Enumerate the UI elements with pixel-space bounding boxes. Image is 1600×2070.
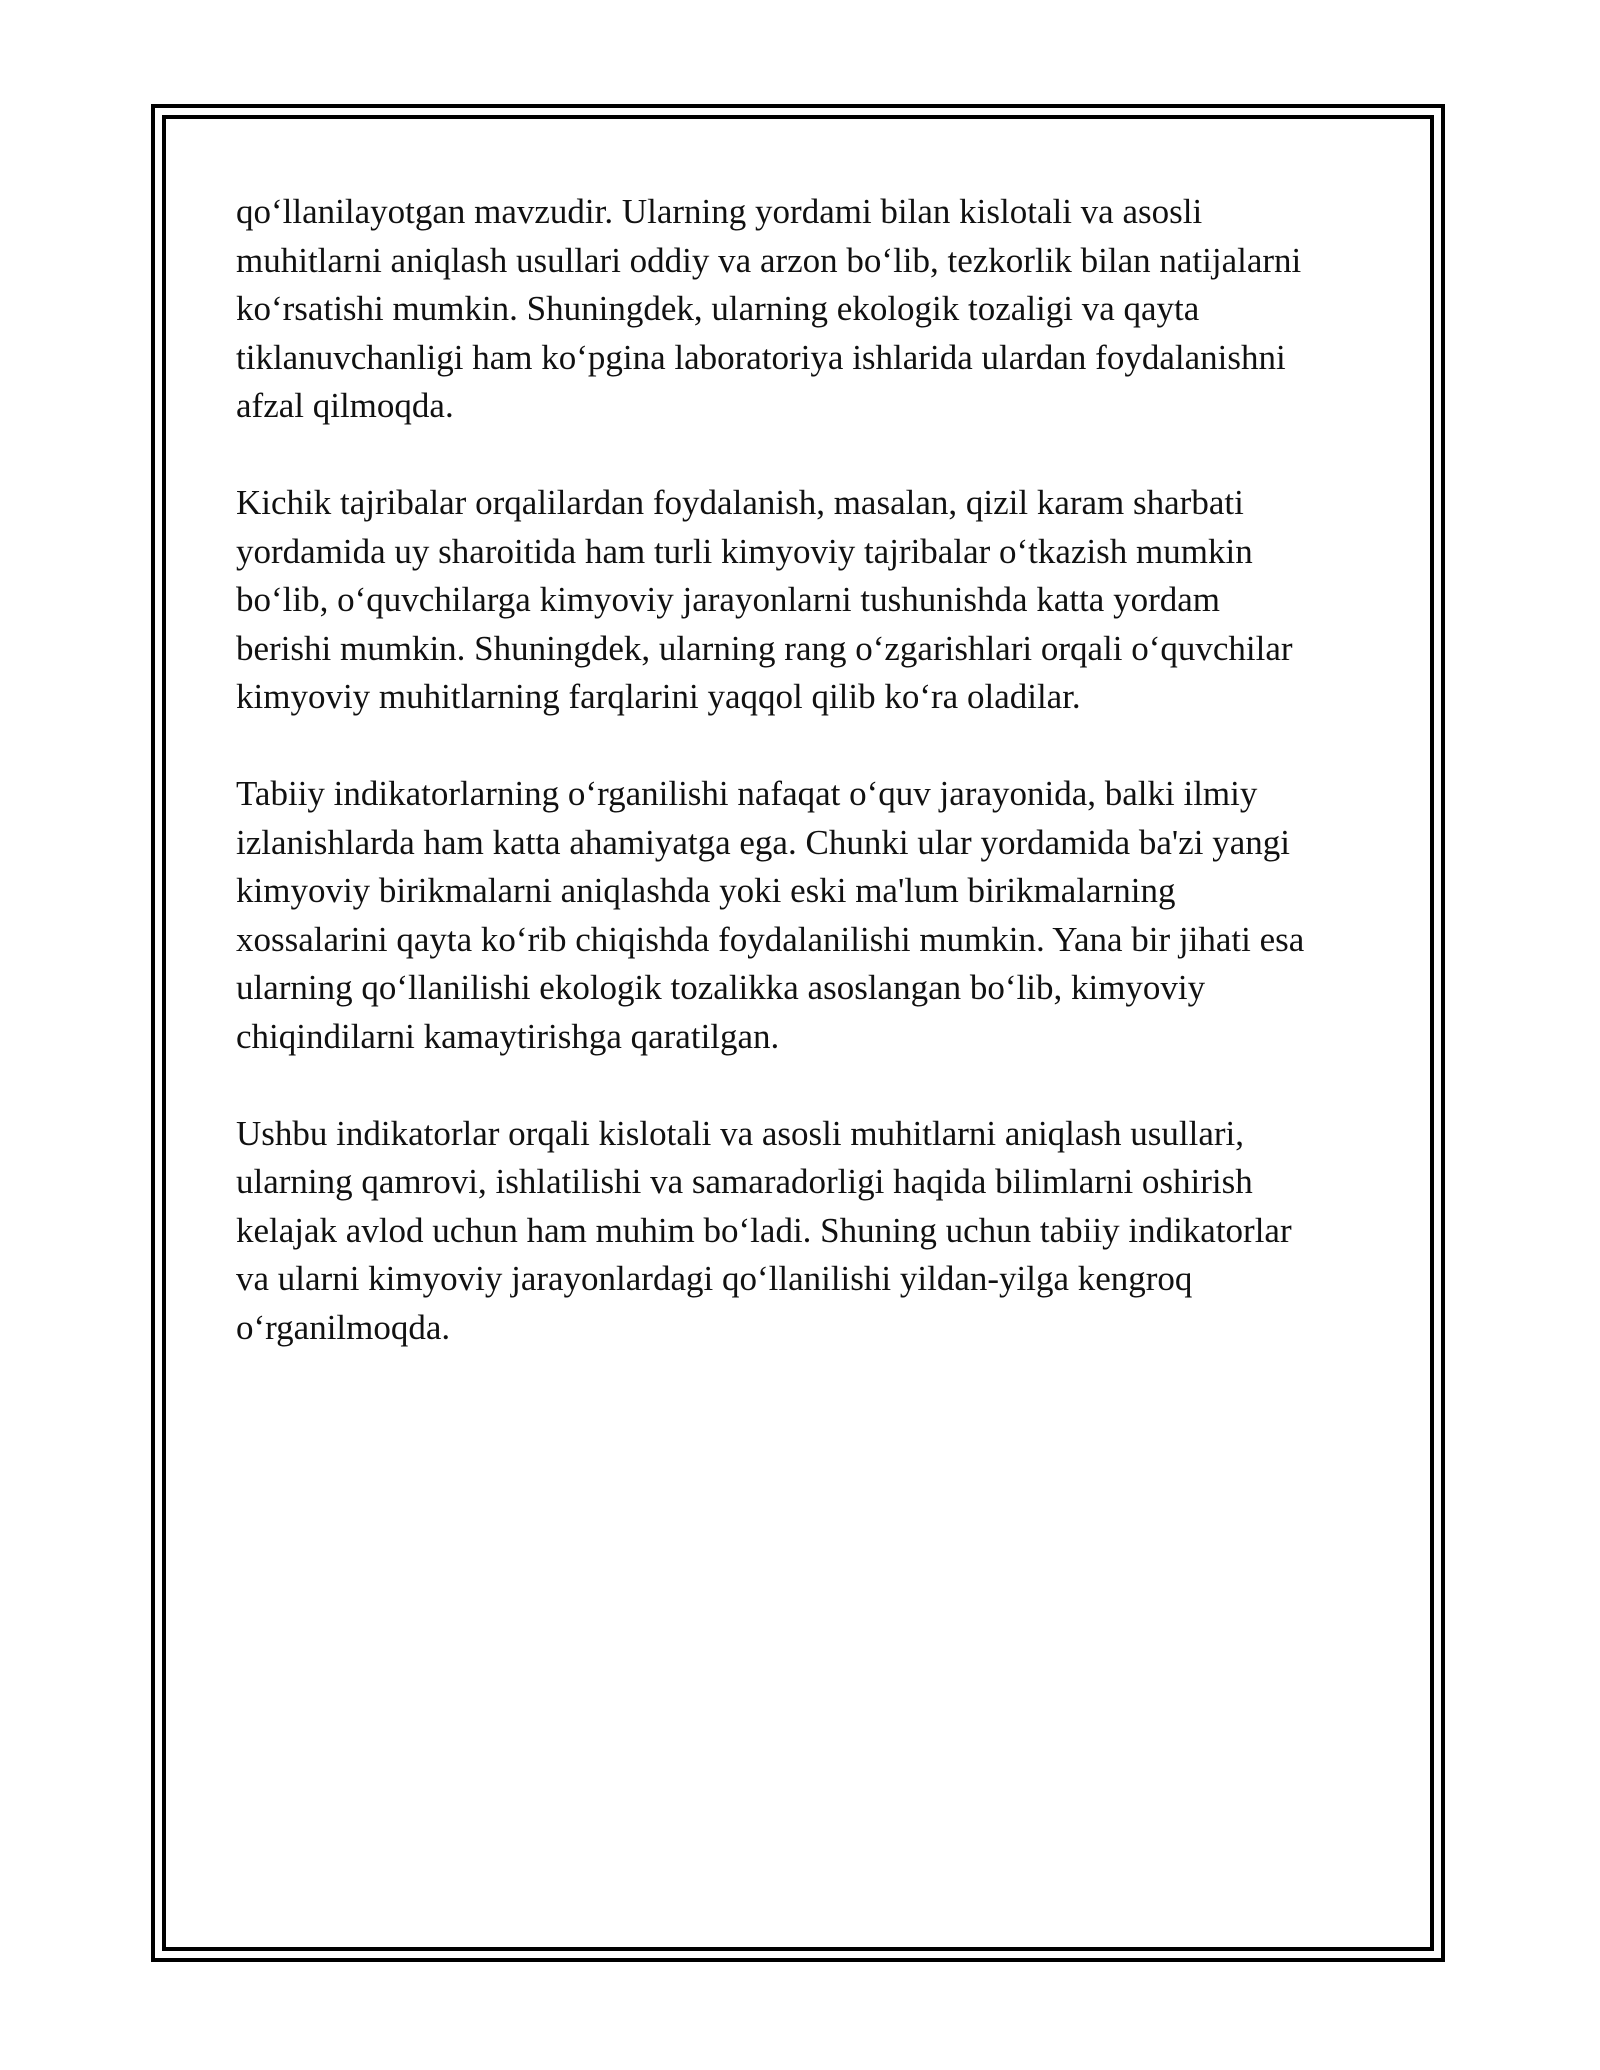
paragraph-4: Ushbu indikatorlar orqali kislotali va asosli muhitlarni aniqlash usullari, ularning qamrovi, ishlatilishi va samaradorligi haqida bilimlarni oshirish kelajak avlod uchun ham muhim bo‘ladi. Shuning uchun tabiiy indikatorlar va ularni kimyoviy jarayonlardagi qo‘llanilishi yildan-yilga kengroq o‘rganilmoqda.	[236, 1113, 1292, 1347]
paragraph-2: Kichik tajribalar orqalilardan foydalanish, masalan, qizil karam sharbati yordamida uy sharoitida ham turli kimyoviy tajribalar o‘tkazish mumkin bo‘lib, o‘quvchilarga kimyoviy jarayonlarni tushunishda katta yordam berishi mumkin. Shuningdek, ularning rang o‘zgarishlari orqali o‘quvchilar kimyoviy muhitlarning farqlarini yaqqol qilib ko‘ra oladilar.	[236, 483, 1293, 716]
paragraph-3: Tabiiy indikatorlarning o‘rganilishi nafaqat o‘quv jarayonida, balki ilmiy izlanishlarda ham katta ahamiyatga ega. Chunki ular yordamida ba'zi yangi kimyoviy birikmalarni aniqlashda yoki eski ma'lum birikmalarning xossalarini qayta ko‘rib chiqishda foydalanilishi mumkin. Yana bir jihati esa ularning qo‘llanilishi ekologik tozalikka asoslangan bo‘lib, kimyoviy chiqindilarni kamaytirishga qaratilgan.	[236, 774, 1305, 1056]
document-body	[236, 188, 1366, 1401]
paragraph-1: qo‘llanilayotgan mavzudir. Ularning yordami bilan kislotali va asosli muhitlarni aniqlash usullari oddiy va arzon bo‘lib, tezkorlik bilan natijalarni ko‘rsatishi mumkin. Shuningdek, ularning ekologik tozaligi va qayta tiklanuvchanligi ham ko‘pgina laboratoriya ishlarida ulardan foydalanishni afzal qilmoqda.	[236, 192, 1302, 425]
